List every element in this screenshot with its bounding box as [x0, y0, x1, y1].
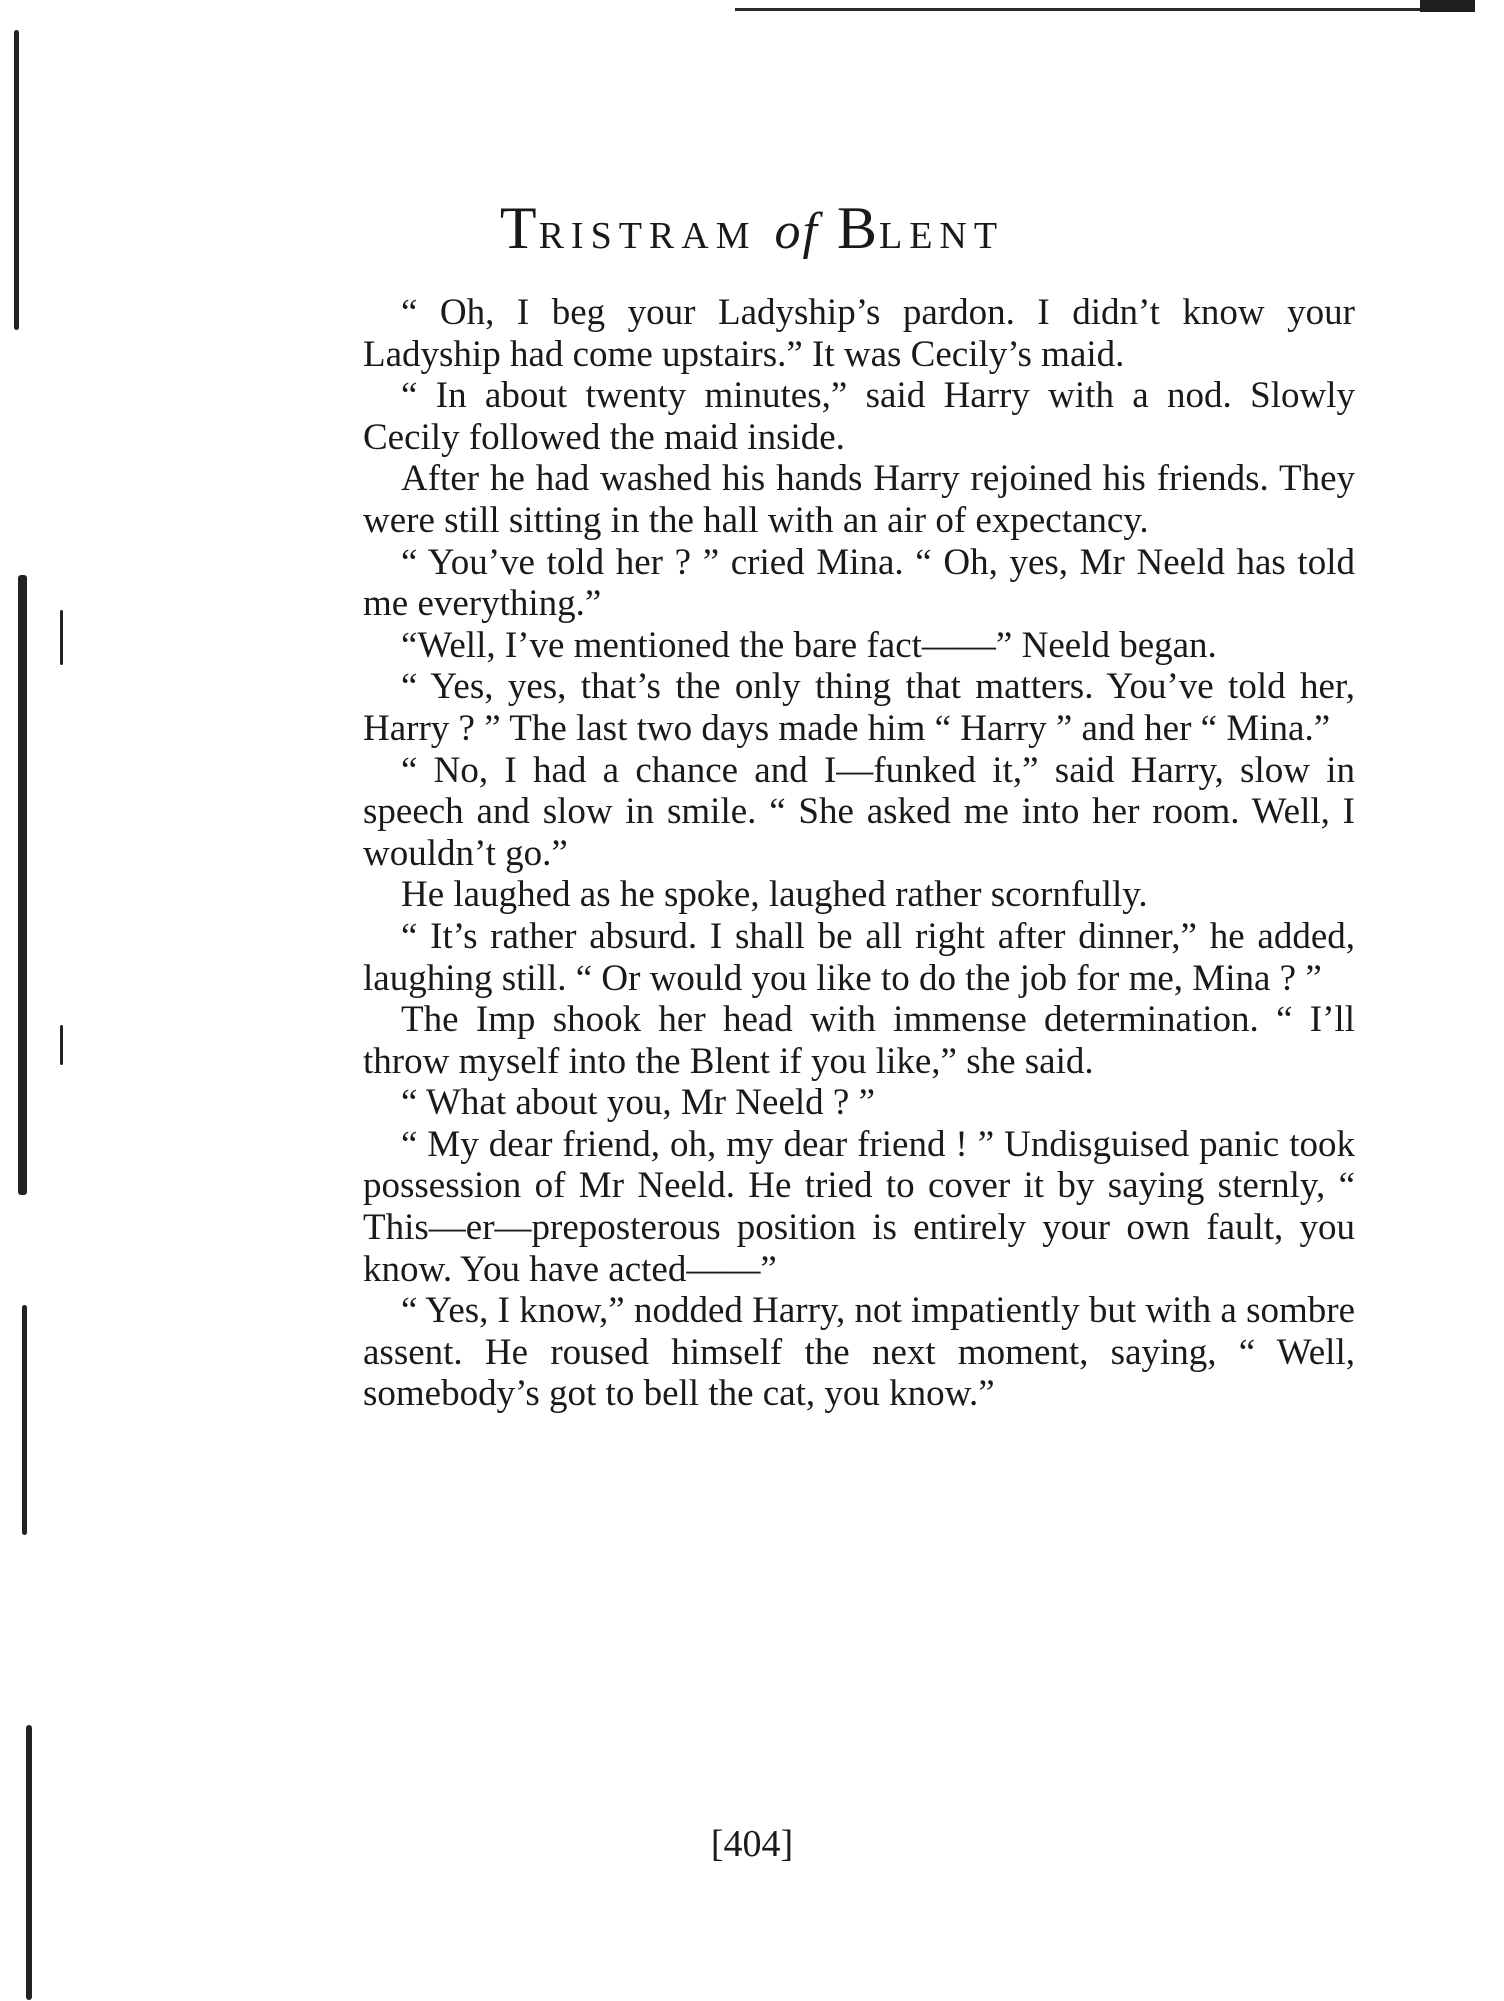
paragraph: “ No, I had a chance and I—funked it,” said Harry, slow in speech and slow in smile. “ She asked me into her room. Well, I wouldn’t go.” [363, 749, 1355, 874]
top-rule-edge [1420, 0, 1475, 12]
scan-edge-mark [60, 610, 63, 665]
paragraph: He laughed as he spoke, laughed rather scornfully. [401, 874, 1148, 916]
title-first-initial: T [499, 195, 539, 261]
paragraph: “Well, I’ve mentioned the bare fact——” Neeld began. [401, 624, 1217, 666]
paragraph: The Imp shook her head with immense determination. “ I’ll throw myself into the Blent if you like,” she said. [363, 999, 1355, 1082]
scan-edge-mark [60, 1025, 63, 1065]
title-second-rest: LENT [878, 215, 1005, 257]
paragraph: “ Yes, yes, that’s the only thing that matters. You’ve told her, Harry ? ” The last two days made him “ Harry ” and her “ Mina.” [363, 666, 1355, 749]
paragraph: “ It’s rather absurd. I shall be all right after dinner,” he added, laughing still. “ Or would you like to do the job for me, Mina ? ” [363, 915, 1355, 999]
paragraph: “ My dear friend, oh, my dear friend ! ” Undisguised panic took possession of Mr Neeld. He tried to cover it by saying sternly, “ This—er—preposterous position is entirely your own fault, you know. You have acted——” [363, 1123, 1355, 1290]
scan-edge-mark [18, 575, 27, 1195]
title-connector: of [774, 203, 819, 260]
scan-edge-mark [14, 30, 19, 330]
top-rule [735, 8, 1475, 11]
paragraph: “ In about twenty minutes,” said Harry with a nod. Slowly Cecily followed the maid inside. [363, 375, 1355, 458]
paragraph: “ Yes, I know,” nodded Harry, not impatiently but with a sombre assent. He roused himself the next moment, saying, “ Well, somebody’s got to bell the cat, you know.” [363, 1290, 1355, 1415]
scan-edge-mark [22, 1305, 27, 1535]
running-head [0, 195, 1504, 261]
body-text [363, 292, 1355, 1415]
paragraph: “ You’ve told her ? ” cried Mina. “ Oh, yes, Mr Neeld has told me everything.” [363, 541, 1355, 625]
paragraph: “ What about you, Mr Neeld ? ” [401, 1082, 875, 1124]
page-number: [404] [710, 1823, 794, 1865]
title-first-rest: RISTRAM [538, 215, 757, 257]
title-second-initial: B [836, 195, 879, 261]
paragraph: After he had washed his hands Harry rejoined his friends. They were still sitting in the hall with an air of expectancy. [363, 458, 1355, 541]
paragraph: “ Oh, I beg your Ladyship’s pardon. I didn’t know your Ladyship had come upstairs.” It was Cecily’s maid. [363, 292, 1355, 375]
